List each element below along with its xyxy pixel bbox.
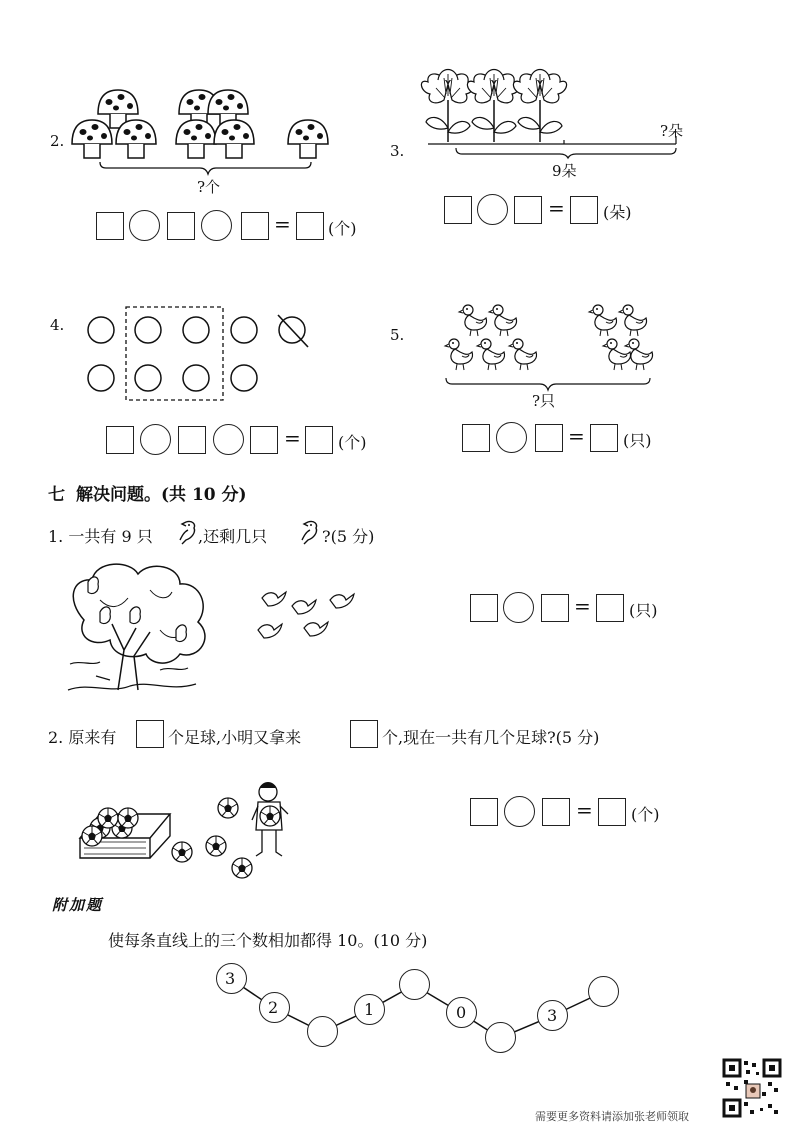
- equals-sign: =: [274, 212, 291, 236]
- bonus-title: 附加题: [52, 896, 104, 914]
- question-2-suffix: 个,现在一共有几个足球?(5 分): [382, 728, 600, 747]
- equals-sign: =: [284, 426, 301, 450]
- section-7-heading: 解决问题。(共 10 分): [76, 485, 247, 505]
- problem-3-total-label: 9朵: [552, 162, 577, 180]
- number-node-empty[interactable]: [399, 969, 430, 1000]
- number-node[interactable]: [259, 992, 290, 1023]
- problem-5-number: 5.: [390, 326, 405, 344]
- node-value: 3: [225, 969, 236, 988]
- qr-code-icon: [722, 1058, 782, 1118]
- node-value: 0: [456, 1003, 467, 1022]
- question-2-middle: 个足球,小明又拿来: [168, 728, 302, 747]
- unit-label: (个): [338, 433, 367, 452]
- number-node[interactable]: [446, 997, 477, 1028]
- question-1-suffix: ?(5 分): [322, 527, 375, 546]
- node-value: 1: [364, 1000, 375, 1019]
- equals-sign: =: [574, 594, 591, 618]
- equals-sign: =: [568, 424, 585, 448]
- question-2-prefix: 2. 原来有: [48, 728, 117, 747]
- equals-sign: =: [576, 798, 593, 822]
- unit-label: (只): [629, 601, 658, 620]
- question-1-prefix: 1. 一共有 9 只: [48, 527, 153, 546]
- number-node-empty[interactable]: [485, 1022, 516, 1053]
- footer-text: 需要更多资料请添加张老师领取: [535, 1110, 689, 1123]
- problem-3-part-label: ?朵: [660, 122, 684, 140]
- problem-2-number: 2.: [50, 132, 65, 150]
- problem-3-number: 3.: [390, 142, 405, 160]
- question-1-middle: ,还剩几只: [198, 527, 268, 546]
- section-7-number: 七: [48, 485, 65, 505]
- unit-label: (朵): [603, 203, 632, 222]
- equals-sign: =: [548, 196, 565, 220]
- node-value: 2: [268, 998, 279, 1017]
- problem-4-number: 4.: [50, 316, 65, 334]
- problem-5-total-label: ?只: [532, 392, 556, 410]
- problem-2-total-label: ?个: [197, 178, 221, 196]
- unit-label: (只): [623, 431, 652, 450]
- unit-label: (个): [631, 805, 660, 824]
- number-node-empty[interactable]: [588, 976, 619, 1007]
- number-node-empty[interactable]: [307, 1016, 338, 1047]
- node-value: 3: [547, 1006, 558, 1025]
- number-node[interactable]: [216, 963, 247, 994]
- bonus-instruction: 使每条直线上的三个数相加都得 10。(10 分): [108, 931, 428, 950]
- number-node[interactable]: [537, 1000, 568, 1031]
- number-node[interactable]: [354, 994, 385, 1025]
- unit-label: (个): [328, 219, 357, 238]
